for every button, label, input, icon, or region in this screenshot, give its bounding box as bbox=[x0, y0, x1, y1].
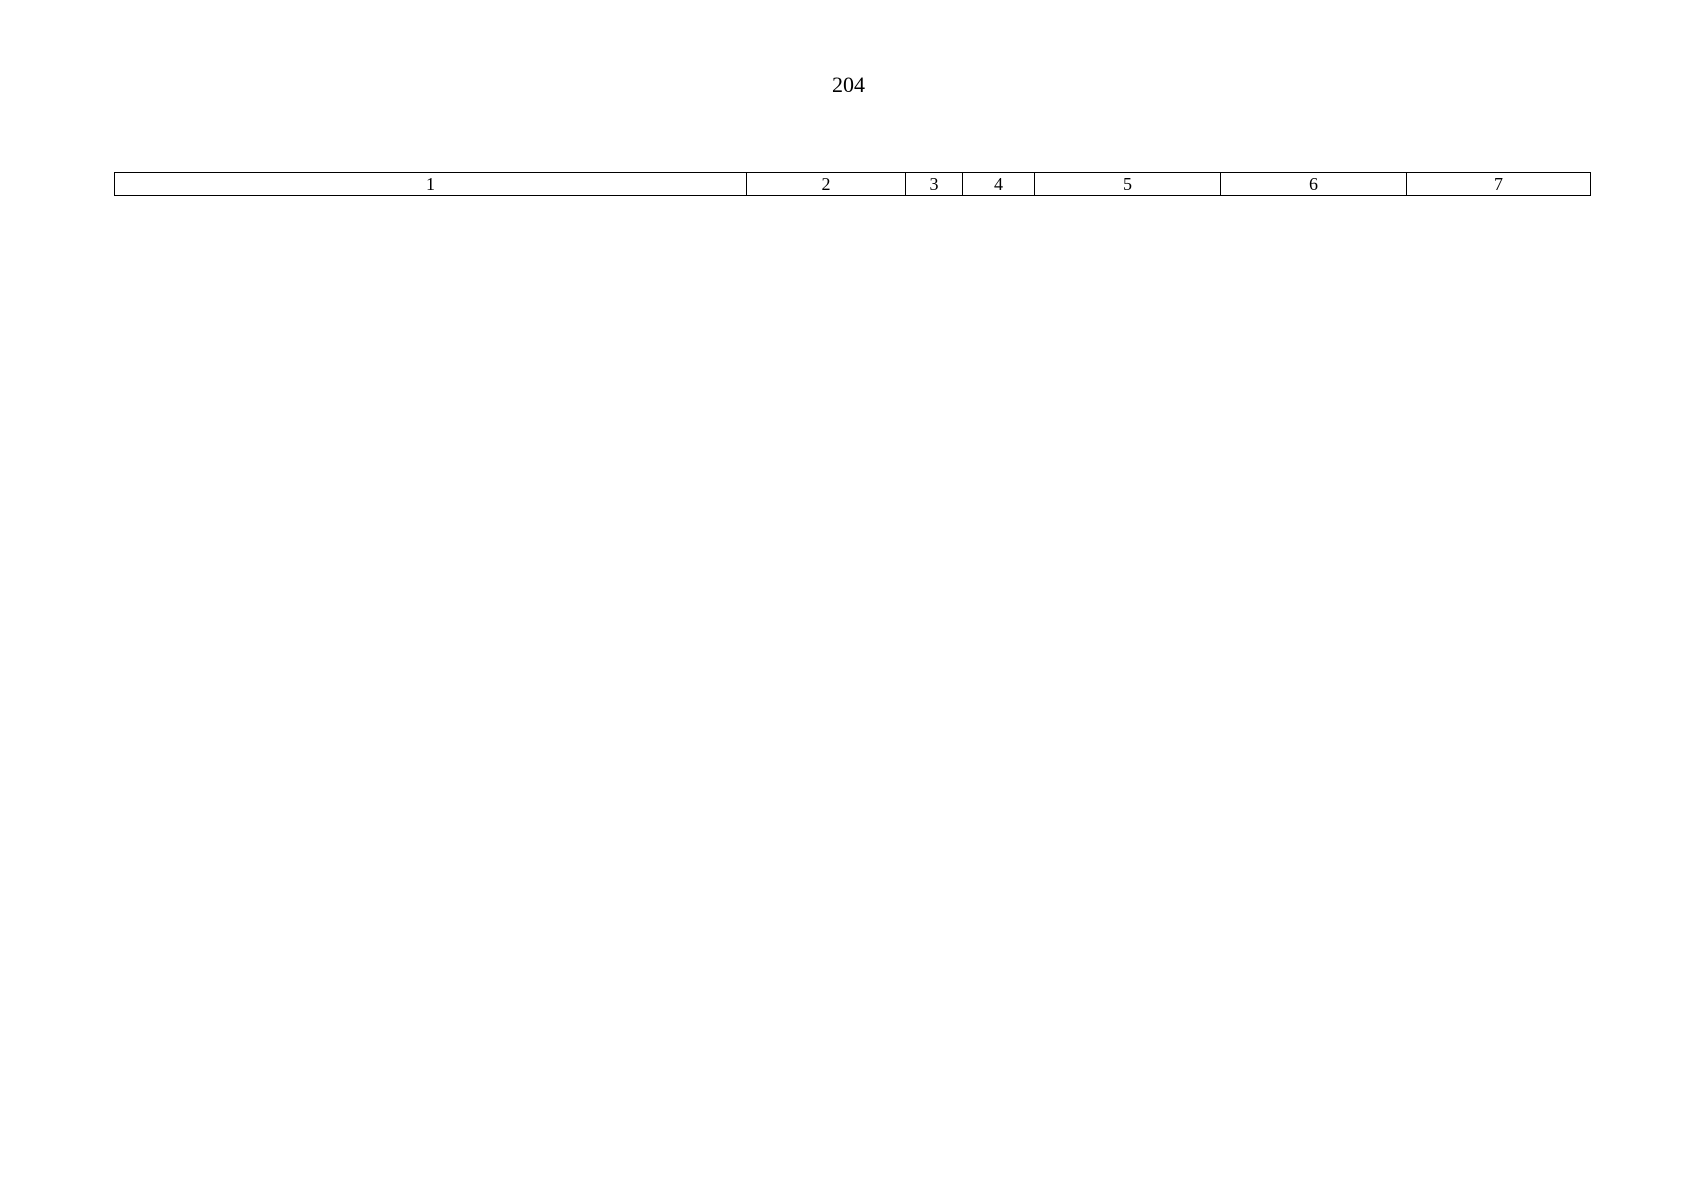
column-header: 5 bbox=[1035, 173, 1221, 196]
page-number: 204 bbox=[832, 72, 865, 97]
column-header: 7 bbox=[1407, 173, 1591, 196]
column-header: 6 bbox=[1221, 173, 1407, 196]
table-header-row bbox=[115, 173, 1591, 196]
budget-table bbox=[114, 172, 1591, 196]
column-header: 4 bbox=[963, 173, 1035, 196]
column-header: 2 bbox=[747, 173, 906, 196]
column-header: 3 bbox=[906, 173, 963, 196]
column-header: 1 bbox=[115, 173, 747, 196]
